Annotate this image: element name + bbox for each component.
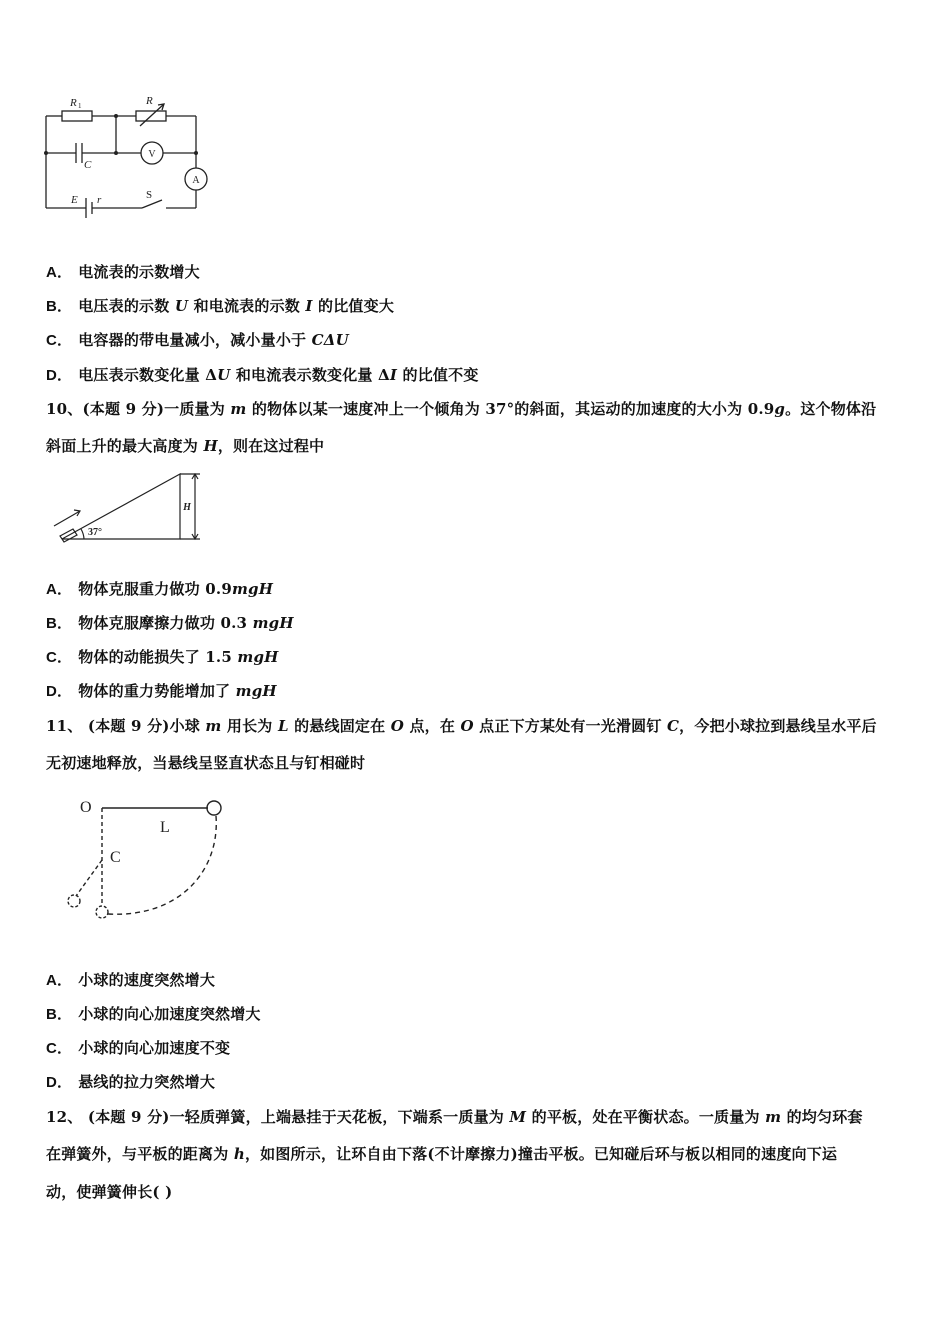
question-number: 11、: [46, 717, 83, 735]
q9-option-d: [46, 364, 479, 385]
option-letter: B．: [46, 1006, 73, 1023]
option-text: 电流表的示数增大: [78, 263, 200, 281]
math-u: U: [174, 297, 189, 315]
option-text-pre: 电容器的带电量减小，减小量小于: [78, 331, 312, 349]
q10-stem-line2: [46, 435, 324, 456]
question-number: 12、: [46, 1108, 83, 1126]
math-u: U: [217, 366, 231, 384]
q12-text-b: 的平板，处在平衡状态。一质量为: [526, 1108, 766, 1126]
q11-text-g: 无初速地释放，当悬线呈竖直状态且与钉相碰时: [46, 754, 366, 772]
q10-option-b: [46, 612, 294, 633]
voltmeter-label: V: [148, 149, 156, 160]
label-r1-sub: 1: [78, 102, 82, 110]
math-h: h: [233, 1145, 245, 1163]
option-text: 小球的向心加速度不变: [78, 1039, 231, 1057]
option-letter: A．: [46, 264, 73, 281]
option-text: 物体的动能损失了 1.5: [78, 648, 238, 666]
q11-text-c: 的悬线固定在: [288, 717, 391, 735]
math-m: m: [230, 400, 247, 418]
option-letter: D．: [46, 1074, 73, 1091]
length-l-label: L: [160, 819, 170, 836]
q11-text-f: ，今把小球拉到悬线呈水平后: [679, 717, 877, 735]
q10-text-a: (本题 9 分)一质量为: [82, 400, 231, 418]
q10-stem-line1: [46, 398, 876, 419]
math-c-delta-u: CΔU: [311, 331, 349, 349]
label-r-internal: r: [97, 194, 102, 206]
q11-text-a: (本题 9 分)小球: [82, 717, 206, 735]
circuit-diagram: [40, 92, 215, 227]
option-letter: A．: [46, 972, 73, 989]
q10-text-b: 的物体以某一速度冲上一个倾角为 37°的斜面，其运动的加速度的大小为 0.9: [246, 400, 775, 418]
option-text: 悬线的拉力突然增大: [78, 1073, 216, 1091]
q11-stem-line1: [46, 715, 877, 736]
q11-text-e: 点正下方某处有一光滑圆钉: [473, 717, 667, 735]
question-number: 10、: [46, 400, 83, 418]
q10-text-d: 斜面上升的最大高度为: [46, 437, 204, 455]
height-label: H: [183, 502, 191, 513]
q9-option-c: [46, 329, 349, 350]
option-text-mid: 和电流表示数变化量 Δ: [230, 366, 390, 384]
q11-text-d: 点，在: [404, 717, 461, 735]
label-r: R: [146, 95, 153, 107]
math-o: O: [390, 717, 405, 735]
math-mgh: mgH: [231, 580, 274, 598]
math-i: I: [389, 366, 398, 384]
math-big-m: M: [509, 1108, 527, 1126]
q12-text-a: (本题 9 分)一轻质弹簧，上端悬挂于天花板，下端系一质量为: [82, 1108, 510, 1126]
option-letter: D．: [46, 367, 73, 384]
q12-stem-line2: [46, 1143, 837, 1164]
q11-option-c: [46, 1037, 230, 1058]
q10-text-e: ，则在这过程中: [217, 437, 325, 455]
option-letter: B．: [46, 298, 73, 315]
label-c: C: [84, 159, 92, 171]
incline-diagram: [40, 468, 210, 548]
option-text-pre: 电压表示数变化量 Δ: [78, 366, 218, 384]
option-letter: C．: [46, 1040, 73, 1057]
q11-option-d: [46, 1071, 215, 1092]
math-m: m: [205, 717, 222, 735]
math-mgh: mgH: [252, 614, 294, 632]
q10-option-d: [46, 680, 277, 701]
label-e: E: [71, 194, 78, 206]
option-text: 小球的速度突然增大: [78, 971, 216, 989]
math-g: g: [774, 400, 786, 418]
math-mgh: mgH: [235, 682, 277, 700]
q10-option-a: [46, 578, 273, 599]
option-text: 物体的重力势能增加了: [78, 682, 236, 700]
q11-option-b: [46, 1003, 261, 1024]
option-text-post: 的比值变大: [312, 297, 395, 315]
angle-label: 37°: [88, 527, 102, 538]
q12-stem-line1: [46, 1106, 863, 1127]
q10-option-c: [46, 646, 279, 667]
option-text-mid: 和电流表的示数: [188, 297, 306, 315]
label-r1: R: [70, 97, 77, 109]
option-text: 物体克服摩擦力做功 0.3: [78, 614, 253, 632]
q11-stem-line2: [46, 752, 365, 773]
math-i: I: [305, 297, 313, 315]
label-s: S: [146, 189, 153, 201]
option-text-pre: 电压表的示数: [78, 297, 175, 315]
q12-stem-line3: [46, 1181, 172, 1202]
math-mgh: mgH: [237, 648, 279, 666]
option-text-post: 的比值不变: [397, 366, 479, 384]
q12-text-c: 的均匀环套: [781, 1108, 863, 1126]
math-h: H: [203, 437, 218, 455]
option-letter: A．: [46, 581, 73, 598]
option-letter: C．: [46, 332, 73, 349]
q9-option-a: [46, 261, 200, 282]
point-o-label: O: [80, 799, 92, 816]
math-m: m: [765, 1108, 782, 1126]
math-o: O: [460, 717, 474, 735]
math-c: C: [667, 717, 680, 735]
q12-text-d: 在弹簧外，与平板的距离为: [46, 1145, 234, 1163]
q10-text-c: 。这个物体沿: [785, 400, 877, 418]
option-letter: C．: [46, 649, 73, 666]
nail-c-label: C: [110, 849, 121, 866]
q12-text-e: ，如图所示，让环自由下落(不计摩擦力)撞击平板。已知碰后环与板以相同的速度向下运: [244, 1145, 838, 1163]
q12-text-f: 动，使弹簧伸长( ): [46, 1183, 173, 1201]
option-letter: B．: [46, 615, 73, 632]
option-letter: D．: [46, 683, 73, 700]
pendulum-diagram: [60, 790, 240, 930]
q11-text-b: 用长为: [221, 717, 278, 735]
option-text: 物体克服重力做功 0.9: [78, 580, 232, 598]
q11-option-a: [46, 969, 215, 990]
option-text: 小球的向心加速度突然增大: [78, 1005, 261, 1023]
ammeter-label: A: [192, 175, 200, 186]
q9-option-b: [46, 295, 394, 316]
math-l: L: [277, 717, 289, 735]
